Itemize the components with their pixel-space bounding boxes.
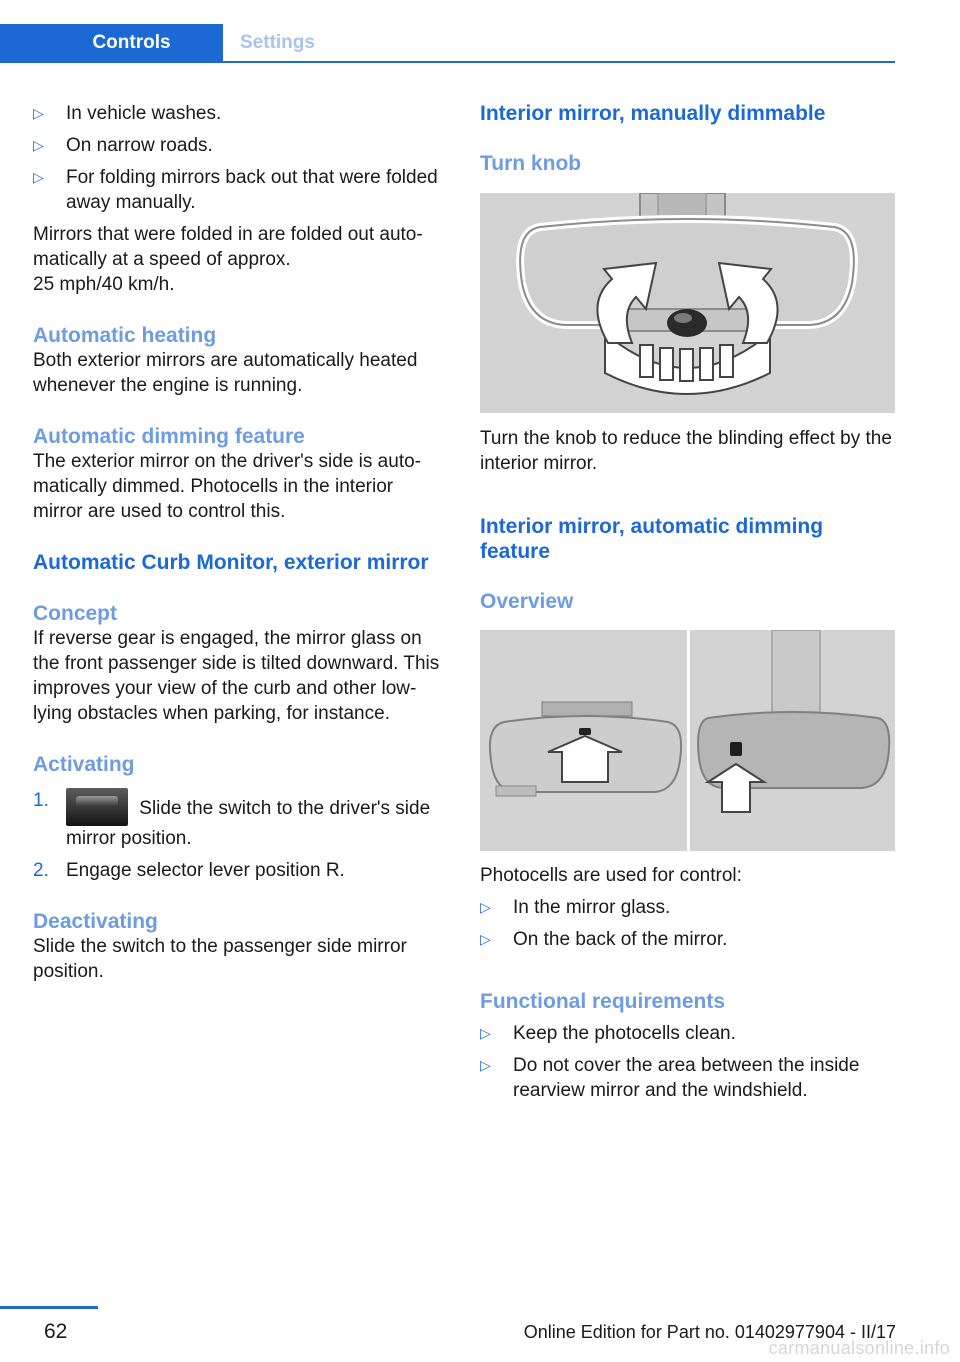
list-item: ▷ On the back of the mirror. [480, 929, 728, 950]
overview-figure [480, 630, 895, 851]
list-item: ▷ Do not cover the area between the inside rearview mirror and the windshield. [480, 1055, 860, 1101]
concept-text: If reverse gear is engaged, the mirror glass on the front passenger side is tilted downward. This improves your view of the curb and other low-lying obstacles when parking, for instance. [33, 628, 440, 724]
triangle-right-icon: ▷ [480, 1057, 491, 1073]
step-number: 1. [33, 790, 49, 811]
auto-heating-text: Both exterior mirrors are automatically heated whenever the engine is running. [33, 350, 418, 396]
triangle-right-icon: ▷ [480, 931, 491, 947]
watermark: carmanualsonline.info [768, 1338, 950, 1358]
list-item: ▷ In the mirror glass. [480, 897, 671, 918]
left-column [33, 101, 447, 984]
curb-monitor-heading: Automatic Curb Monitor, exterior mirror [33, 551, 429, 574]
mirror-front-illustration [480, 630, 687, 851]
tab-controls[interactable]: Controls [0, 24, 223, 61]
activating-steps [33, 788, 447, 883]
edition-text: Online Edition for Part no. 01402977904 - II/17 [523, 1322, 896, 1342]
deactivating-text: Slide the switch to the passenger side mirror position. [33, 936, 407, 982]
foldout-text: Mirrors that were folded in are folded out auto‐matically at a speed of approx. [33, 224, 423, 270]
page-number: 62 [44, 1320, 68, 1343]
step-number: 2. [33, 860, 49, 881]
triangle-right-icon: ▷ [33, 137, 44, 153]
list-item: ▷ In vehicle washes. [33, 103, 222, 124]
list-item: ▷ For folding mirrors back out that were folded away manually. [33, 167, 438, 213]
photocell-locations-list [480, 895, 895, 952]
list-item: 2. Engage selector lever position R. [33, 860, 345, 881]
auto-dimming-text: The exterior mirror on the driver's side is auto‐matically dimmed. Photocells in the interior mirror are used to control this. [33, 451, 421, 522]
auto-dimming-heading: Automatic dimming feature [33, 425, 305, 448]
auto-dimming-mirror-heading: Interior mirror, automatic dimming feature [480, 515, 824, 563]
concept-heading: Concept [33, 602, 117, 625]
mirror-back-figure [690, 630, 895, 851]
triangle-right-icon: ▷ [33, 105, 44, 121]
foldout-speed: 25 mph/40 km/h. [33, 274, 175, 295]
overview-heading: Overview [480, 590, 574, 613]
triangle-right-icon: ▷ [480, 899, 491, 915]
tab-settings[interactable]: Settings [223, 24, 423, 61]
auto-heating-heading: Automatic heating [33, 324, 217, 347]
turn-knob-text: Turn the knob to reduce the blinding effect by the interior mirror. [480, 428, 892, 474]
manual-dimming-heading: Interior mirror, manually dimmable [480, 102, 826, 125]
turn-knob-heading: Turn knob [480, 152, 582, 175]
triangle-right-icon: ▷ [33, 169, 44, 185]
functional-requirements-list [480, 1021, 895, 1103]
list-item: ▷ Keep the photocells clean. [480, 1023, 736, 1044]
mirror-switch-icon [66, 788, 128, 826]
use-cases-list [33, 101, 447, 215]
list-item: ▷ On narrow roads. [33, 135, 213, 156]
activating-heading: Activating [33, 753, 135, 776]
header-tabs [0, 24, 895, 63]
list-item: 1. Slide the switch to the driver's side mirror position. [33, 790, 431, 849]
right-column [480, 101, 895, 1103]
photocells-text: Photocells are used for control: [480, 865, 742, 886]
functional-requirements-heading: Functional requirements [480, 990, 726, 1013]
footer-rule [0, 1306, 98, 1309]
mirror-back-illustration [690, 630, 895, 851]
triangle-right-icon: ▷ [480, 1025, 491, 1041]
rearview-mirror-knob-illustration [480, 193, 895, 413]
turn-knob-figure [480, 193, 895, 413]
mirror-front-figure [480, 630, 687, 851]
deactivating-heading: Deactivating [33, 910, 158, 933]
